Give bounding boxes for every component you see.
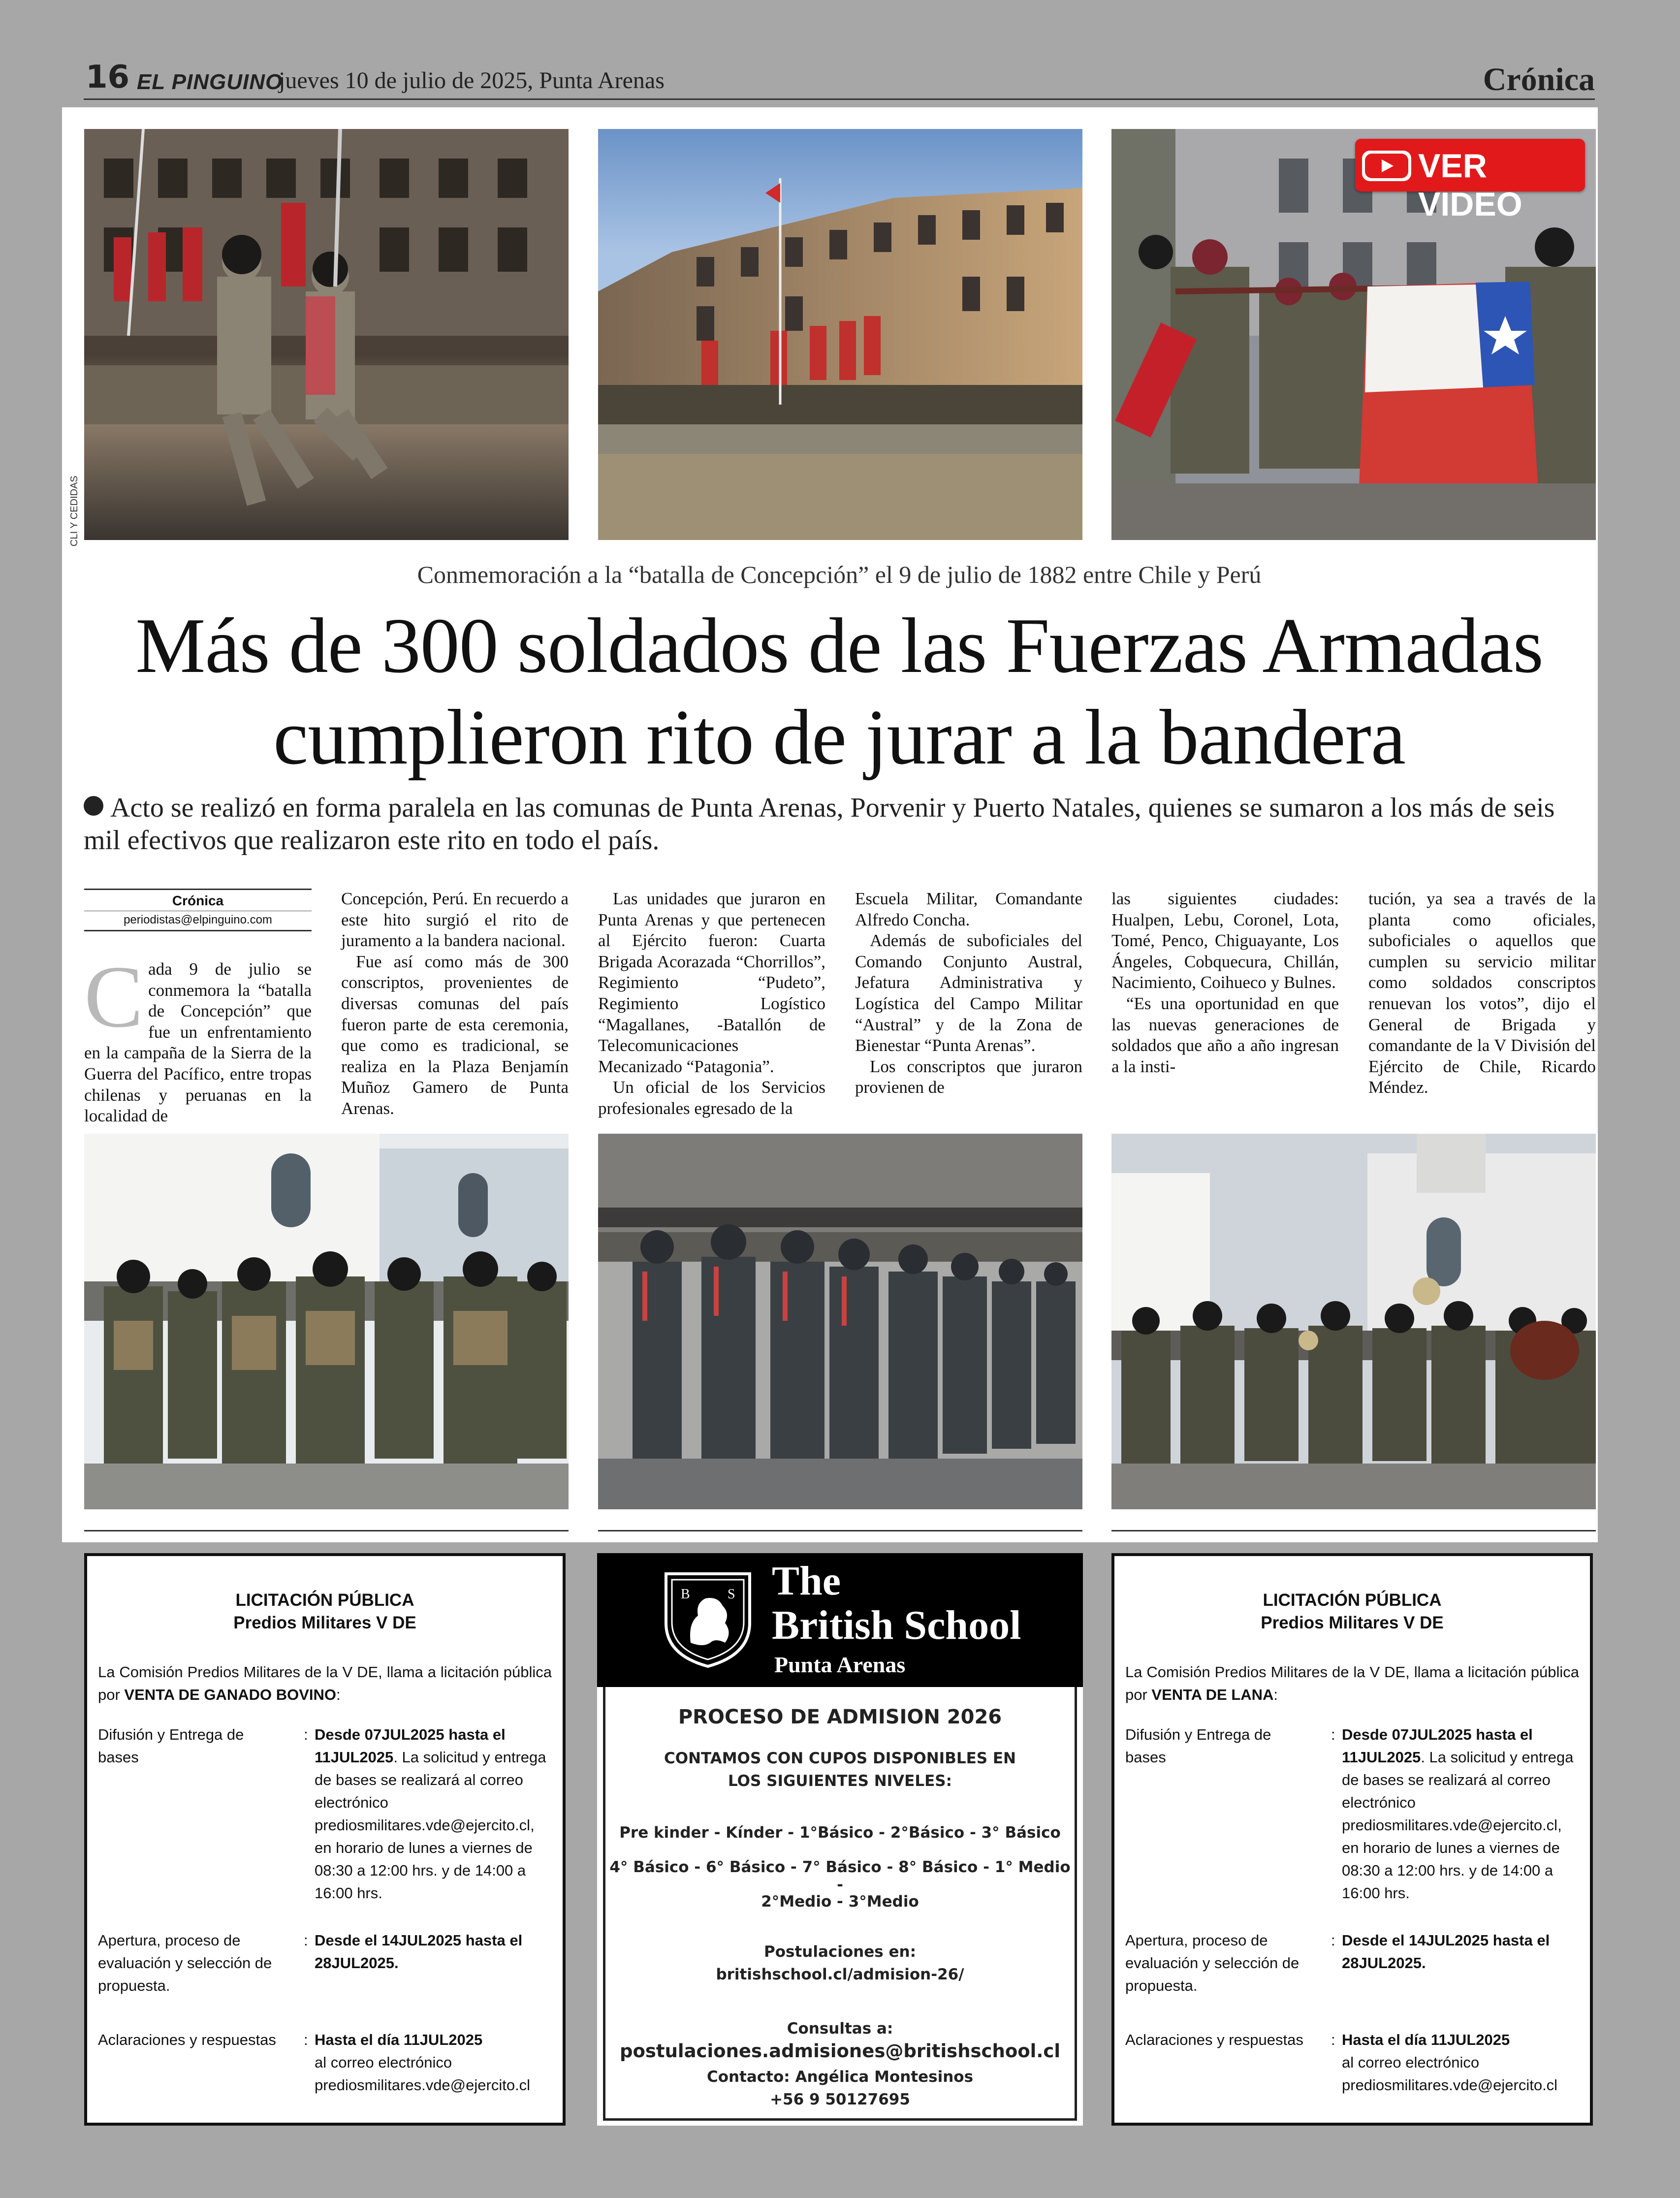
ad-title: LICITACIÓN PÚBLICA (235, 1591, 414, 1610)
headline-line-1: Más de 300 soldados de las Fuerzas Armadas (135, 602, 1543, 689)
photo-officers (598, 1134, 1082, 1509)
contact-phone: +56 9 50127695 (770, 2091, 910, 2108)
ad-licitacion-bovino (84, 1553, 566, 2126)
ad-row-colon: : (1331, 1932, 1335, 1949)
british-school-body (603, 1687, 1077, 2121)
column-6-text: tución, ya sea a través de la planta como oficiales, suboficiales o aquellos que cumplen su servicio militar como soldados conscriptos renuevan los votos”, dijo el General de Brigada y comandante de la V División del Ejército de Chile, Ricardo Méndez. (1368, 889, 1596, 1097)
ad-intro (98, 1661, 552, 1706)
crest-letter-b: B (681, 1587, 690, 1602)
british-school-header (597, 1553, 1083, 1687)
photo-credit (69, 478, 86, 546)
column-5-paragraph-1: las siguientes ciudades: Hualpen, Lebu, Coronel, Lota, Tomé, Penco, Chiguayante, Los Ángeles, Cobquecura, Chillán, Nacimiento, Coihueco y Bulnes. (1111, 889, 1339, 992)
column-3-paragraph-2: Un oficial de los Servicios profesionales egresado de la (598, 1078, 825, 1118)
page-number: 16 (86, 59, 130, 96)
play-icon (1362, 151, 1411, 181)
ad-intro-text: La Comisión Predios Militares de la V DE, llama a licitación pública por (98, 1663, 552, 1703)
contact-name: Contacto: Angélica Montesinos (706, 2068, 974, 2086)
ad-intro-text: La Comisión Predios Militares de la V DE, llama a licitación pública por (1125, 1663, 1579, 1703)
ad-row-value (1342, 1723, 1580, 1905)
ad-row-colon: : (304, 1932, 308, 1949)
ad-row-difusion (98, 1723, 553, 1920)
ad-row-value-text: al correo electrónico prediosmilitares.vde@ejercito.cl (1342, 2054, 1558, 2094)
ad-intro (1125, 1661, 1579, 1706)
ad-row-value: Desde el 14JUL2025 hasta el 28JUL2025. (1342, 1932, 1550, 1972)
article-column-2 (341, 889, 569, 1119)
photo-credit-text: CLI Y CEDIDAS (69, 476, 80, 546)
ad-intro-end: : (336, 1686, 341, 1703)
article-column-1 (84, 889, 312, 1127)
ad-row-colon: : (1331, 2031, 1335, 2048)
available-levels-intro: CONTAMOS CON CUPOS DISPONIBLES EN LOS SIGUIENTES NIVELES: (664, 1750, 1016, 1790)
divider (1111, 1530, 1596, 1531)
page-header (84, 59, 1595, 100)
column-4-paragraph-3: Los conscriptos que juraron provienen de (855, 1056, 1082, 1097)
applications-label: Postulaciones en: (763, 1943, 917, 1961)
ad-row-value-text: al correo electrónico prediosmilitares.vde@ejercito.cl (315, 2054, 531, 2094)
photo-march (84, 129, 569, 540)
lede (84, 792, 1595, 857)
levels-line-2: 4° Básico - 6° Básico - 7° Básico - 8° Básico - 1° Medio - (609, 1858, 1071, 1894)
article-column-4 (855, 889, 1082, 1098)
bullet-icon (84, 796, 103, 816)
school-name-line-2: British School (772, 1602, 1021, 1648)
column-4-paragraph-2: Además de suboficiales del Comando Conjunto Austral, Jefatura Administrativa y Logística del Campo Militar “Austral” y de la Zona de Bienestar “Punta Arenas”. (855, 931, 1082, 1055)
photo-formation-plaza (598, 129, 1082, 540)
byline-section: Crónica (84, 890, 312, 911)
levels-line-1: Pre kinder - Kínder - 1°Básico - 2°Básico - 3° Básico (619, 1824, 1061, 1842)
ad-row-value-bold: Desde 07JUL2025 hasta el 11JUL2025 (315, 1726, 506, 1766)
ad-row-value-bold: Hasta el día 11JUL2025 (1342, 2031, 1510, 2048)
school-city: Punta Arenas (774, 1652, 906, 1677)
ad-row-value: Desde el 14JUL2025 hasta el 28JUL2025. (315, 1932, 523, 1972)
levels-line-3: 2°Medio - 3°Medio (761, 1893, 919, 1911)
lede-text: Acto se realizó en forma paralela en las comunas de Punta Arenas, Porvenir y Puerto Natales, quienes se sumaron a los más de seis mil efectivos que realizaron este rito en todo el país. (84, 793, 1555, 856)
dropcap: C (84, 948, 144, 1046)
section-title: Crónica (1483, 62, 1595, 97)
ad-row-label: Difusión y Entrega de bases (98, 1726, 244, 1766)
ad-row-value (315, 2029, 553, 2097)
photo-soldiers-church (84, 1134, 569, 1509)
ad-intro-bold: VENTA DE LANA (1151, 1686, 1274, 1703)
photo-band (1111, 1134, 1596, 1509)
ad-row-label: Aclaraciones y respuestas (98, 2031, 276, 2048)
newspaper-name: EL PINGUINO (137, 70, 283, 94)
ad-row-colon: : (304, 1726, 308, 1743)
ad-row-label: Aclaraciones y respuestas (1125, 2031, 1303, 2048)
ad-subtitle: Predios Militares V DE (233, 1613, 416, 1632)
applications-url[interactable]: britishschool.cl/admision-26/ (716, 1966, 964, 1983)
ad-row-apertura (98, 1929, 553, 2003)
ad-intro-end: : (1273, 1686, 1278, 1703)
headline (74, 600, 1605, 783)
kicker: Conmemoración a la “batalla de Concepción” el 9 de julio de 1882 entre Chile y Perú (417, 561, 1262, 588)
ad-row-value-bold: Desde 07JUL2025 hasta el 11JUL2025 (1342, 1726, 1533, 1766)
ad-licitacion-lana (1111, 1553, 1593, 2126)
ad-row-colon: : (1331, 1726, 1335, 1743)
article-column-6 (1368, 889, 1596, 1098)
ad-row-difusion (1125, 1723, 1580, 1920)
ad-title: LICITACIÓN PÚBLICA (1263, 1591, 1442, 1610)
crest-letter-s: S (728, 1587, 735, 1602)
column-5-paragraph-2: “Es una oportunidad en que las nuevas generaciones de soldados que año a año ingresan a la insti- (1111, 993, 1339, 1076)
byline-email: periodistas@elpinguino.com (124, 913, 272, 926)
ad-row-label: Apertura, proceso de evaluación y selección de propuesta. (98, 1932, 272, 1994)
ad-row-apertura (1125, 1929, 1580, 2003)
ad-row-label: Difusión y Entrega de bases (1125, 1726, 1271, 1766)
divider (84, 1530, 569, 1531)
column-1-text: ada 9 de julio se conmemora la “batalla de Concepción” que fue un enfrentamiento en la campaña de la Sierra de la Guerra del Pacífico, entre tropas chilenas y peruanas en la localidad de (84, 959, 312, 1126)
byline-box (84, 889, 312, 931)
video-badge[interactable] (1355, 139, 1585, 223)
ad-subtitle: Predios Militares V DE (1261, 1613, 1444, 1632)
ad-row-aclaraciones (98, 2029, 553, 2102)
column-2-paragraph-2: Fue así como más de 300 conscriptos, provenientes de diversas comunas del país fueron parte de esta ceremonia, que como es tradicional, se realiza en la Plaza Benjamín Muñoz Gamero de Punta Arenas. (341, 952, 569, 1118)
video-badge-label: VER VIDEO (1418, 147, 1522, 223)
column-2-paragraph-1: Concepción, Perú. En recuerdo a este hito surgió el rito de juramento a la bandera nacional. (341, 889, 569, 951)
ad-british-school (597, 1553, 1083, 2126)
ad-row-value (1342, 2029, 1580, 2097)
ad-row-value-text: . La solicitud y entrega de bases se realizará al correo electrónico prediosmilitares.vde@ejercito.cl, en horario de lunes a viernes de 08:30 a 12:00 hrs. y de 14:00 a 16:00 hrs. (315, 1749, 546, 1902)
ad-row-value-text: . La solicitud y entrega de bases se realizará al correo electrónico prediosmilitares.vde@ejercito.cl, en horario de lunes a viernes de 08:30 a 12:00 hrs. y de 14:00 a 16:00 hrs. (1342, 1749, 1574, 1902)
headline-line-2: cumplieron rito de jurar a la bandera (273, 693, 1405, 781)
article-column-5 (1111, 889, 1339, 1077)
ad-row-colon: : (304, 2031, 308, 2048)
ad-row-value (315, 1723, 553, 1905)
admission-process: PROCESO DE ADMISION 2026 (678, 1706, 1002, 1728)
ad-row-value-bold: Hasta el día 11JUL2025 (315, 2031, 483, 2048)
shield-crest-icon (661, 1569, 755, 1670)
ad-row-aclaraciones (1125, 2029, 1580, 2102)
inquiries-email[interactable]: postulaciones.admisiones@britishschool.cl (619, 2040, 1061, 2062)
dateline: jueves 10 de julio de 2025, Punta Arenas (279, 67, 665, 94)
ad-intro-bold: VENTA DE GANADO BOVINO (124, 1686, 337, 1703)
article-column-3 (598, 889, 825, 1119)
inquiries-label: Consultas a: (787, 2020, 893, 2038)
column-3-paragraph-1: Las unidades que juraron en Punta Arenas y que pertenecen al Ejército fueron: Cuarta Brigada Acorazada “Chorrillos”, Regimiento “Pudeto”, Regimiento Logístico “Magallanes, -Batallón de Telecomunicaciones Mecanizado “Patagonia”. (598, 889, 825, 1076)
ad-row-label: Apertura, proceso de evaluación y selección de propuesta. (1125, 1932, 1300, 1994)
divider (598, 1530, 1082, 1531)
school-name-line-1: The (772, 1558, 841, 1604)
column-4-paragraph-1: Escuela Militar, Comandante Alfredo Concha. (855, 889, 1082, 929)
